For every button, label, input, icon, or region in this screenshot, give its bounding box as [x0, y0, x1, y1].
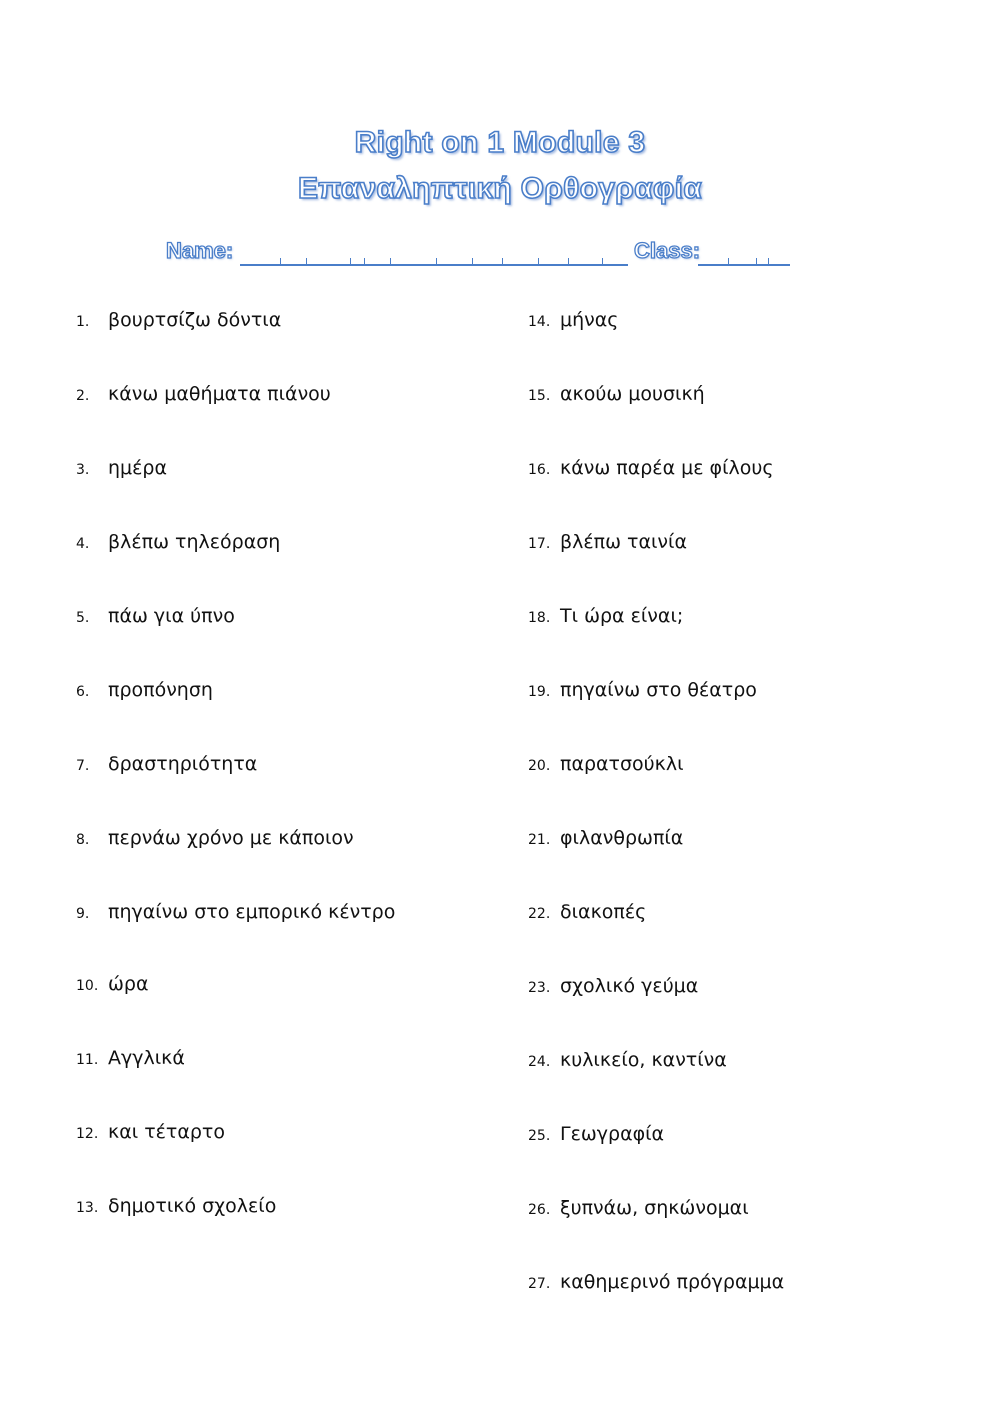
worksheet-title: Right on 1 Module 3: [354, 126, 646, 159]
item-number: 6.: [76, 684, 90, 700]
item-number: 19.: [528, 684, 551, 700]
vocabulary-item: [528, 1194, 828, 1224]
vocabulary-item: [76, 528, 396, 558]
item-number: 5.: [76, 610, 90, 626]
vocabulary-item: [76, 454, 396, 484]
item-word: παρατσούκλι: [560, 753, 684, 775]
item-number: 18.: [528, 610, 551, 626]
vocabulary-item: [76, 306, 396, 336]
item-word: περνάω χρόνο με κάποιον: [108, 827, 354, 849]
item-word: σχολικό γεύμα: [560, 975, 699, 997]
vocabulary-item: [528, 306, 828, 336]
name-blank-line[interactable]: [240, 264, 628, 266]
item-number: 23.: [528, 980, 551, 996]
item-number: 10.: [76, 978, 99, 994]
vocabulary-item: [528, 750, 828, 780]
vocabulary-item: [528, 676, 828, 706]
vocabulary-item: [76, 1192, 396, 1222]
item-word: βουρτσίζω δόντια: [108, 309, 282, 331]
item-number: 25.: [528, 1128, 551, 1144]
item-word: ξυπνάω, σηκώνομαι: [560, 1197, 749, 1219]
item-number: 26.: [528, 1202, 551, 1218]
vocabulary-list-left: [76, 306, 396, 1222]
item-word: ακούω μουσική: [560, 383, 705, 405]
vocabulary-item: [76, 1118, 396, 1148]
item-word: Γεωγραφία: [560, 1123, 665, 1145]
item-number: 8.: [76, 832, 90, 848]
item-number: 3.: [76, 462, 90, 478]
item-word: φιλανθρωπία: [560, 827, 684, 849]
item-number: 2.: [76, 388, 90, 404]
item-word: βλέπω τηλεόραση: [108, 531, 281, 553]
item-number: 22.: [528, 906, 551, 922]
vocabulary-item: [528, 602, 828, 632]
vocabulary-list-right: [528, 306, 828, 1298]
vocabulary-item: [76, 750, 396, 780]
item-number: 20.: [528, 758, 551, 774]
vocabulary-item: [76, 380, 396, 410]
item-number: 7.: [76, 758, 90, 774]
item-word: βλέπω ταινία: [560, 531, 687, 553]
item-word: ώρα: [108, 973, 149, 995]
vocabulary-item: [528, 824, 828, 854]
vocabulary-item: [76, 898, 396, 928]
item-number: 16.: [528, 462, 551, 478]
vocabulary-item: [528, 1268, 828, 1298]
vocabulary-item: [528, 1046, 828, 1076]
item-number: 1.: [76, 314, 90, 330]
item-word: και τέταρτο: [108, 1121, 225, 1143]
vocabulary-item: [76, 970, 396, 1000]
vocabulary-item: [76, 676, 396, 706]
vocabulary-item: [528, 972, 828, 1002]
vocabulary-item: [528, 454, 828, 484]
item-number: 9.: [76, 906, 90, 922]
vocabulary-item: [76, 824, 396, 854]
item-word: κάνω μαθήματα πιάνου: [108, 383, 331, 405]
item-word: πηγαίνω στο εμπορικό κέντρο: [108, 901, 396, 923]
item-word: καθημερινό πρόγραμμα: [560, 1271, 785, 1293]
class-label: Class:: [634, 238, 701, 263]
item-word: πηγαίνω στο θέατρο: [560, 679, 757, 701]
vocabulary-item: [528, 380, 828, 410]
item-word: κυλικείο, καντίνα: [560, 1049, 727, 1071]
item-number: 24.: [528, 1054, 551, 1070]
vocabulary-item: [528, 898, 828, 928]
item-word: προπόνηση: [108, 679, 213, 701]
item-word: Αγγλικά: [108, 1047, 185, 1069]
item-word: ημέρα: [108, 457, 167, 479]
item-number: 15.: [528, 388, 551, 404]
item-number: 11.: [76, 1052, 99, 1068]
item-number: 14.: [528, 314, 551, 330]
item-number: 27.: [528, 1276, 551, 1292]
item-number: 17.: [528, 536, 551, 552]
item-word: δραστηριότητα: [108, 753, 258, 775]
item-number: 21.: [528, 832, 551, 848]
vocabulary-item: [528, 1120, 828, 1150]
item-word: διακοπές: [560, 901, 647, 923]
item-word: δημοτικό σχολείο: [108, 1195, 277, 1217]
vocabulary-item: [76, 1044, 396, 1074]
worksheet-subtitle: Επαναληπτική Ορθογραφία: [297, 172, 703, 205]
item-number: 13.: [76, 1200, 99, 1216]
item-number: 12.: [76, 1126, 99, 1142]
item-word: κάνω παρέα με φίλους: [560, 457, 774, 479]
item-number: 4.: [76, 536, 90, 552]
vocabulary-item: [76, 602, 396, 632]
item-word: μήνας: [560, 309, 619, 331]
name-label: Name:: [166, 238, 234, 263]
vocabulary-item: [528, 528, 828, 558]
item-word: Τι ώρα είναι;: [560, 605, 684, 627]
class-blank-line[interactable]: [698, 264, 790, 266]
item-word: πάω για ύπνο: [108, 605, 235, 627]
